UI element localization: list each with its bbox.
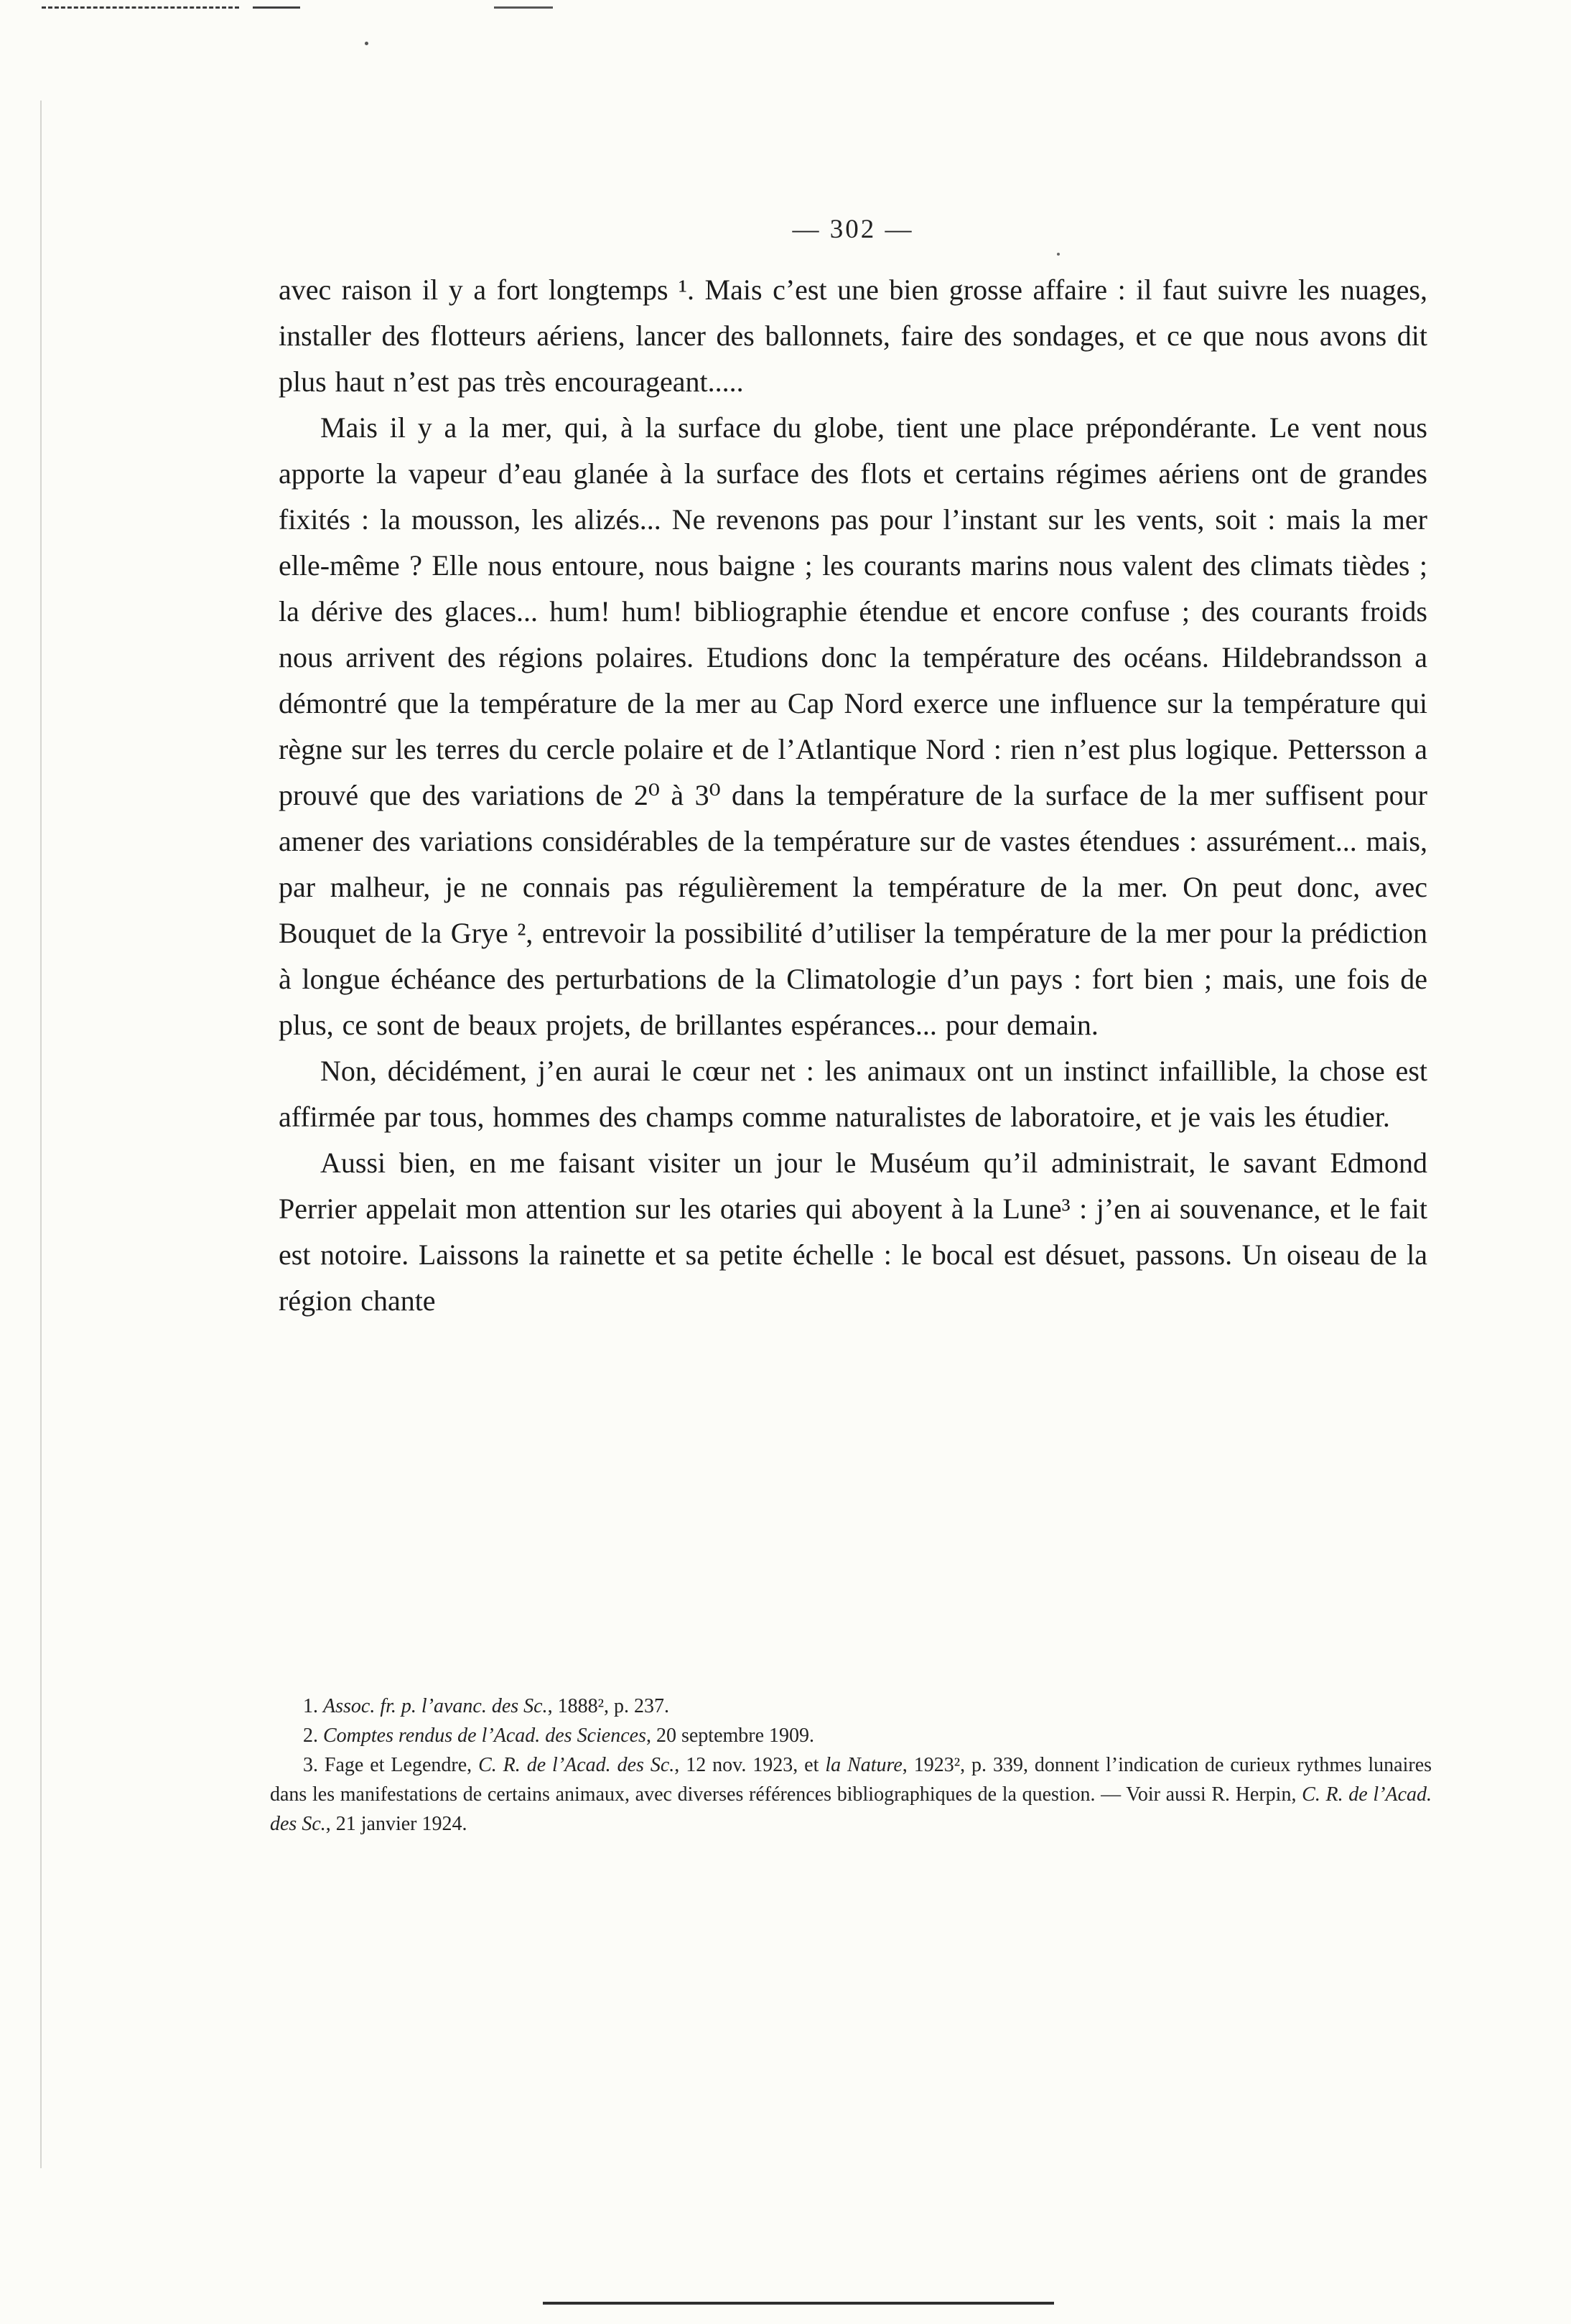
paragraph: Aussi bien, en me faisant visiter un jour le Muséum qu’il administrait, le savant Edmond Perrier appelait mon attention sur les otaries qui aboyent à la Lune³ : j’en ai souvenance, et le fait est notoire. Laissons la rainette et sa petite échelle : le bocal est désuet, passons. Un oiseau de la région chante xyxy=(279,1147,1427,1317)
footnote-text: , 1923², p. 339, donnent l’indication de curieux rythmes lunaires dans les manifestations de certains animaux, avec diverses références bibliographiques de la question. — Voir aussi R. Herpin, xyxy=(270,1754,1432,1806)
footnote-text: , 1888², p. 237. xyxy=(547,1695,670,1717)
scan-artifact-top-dash-line xyxy=(42,6,239,9)
paragraph: avec raison il y a fort longtemps ¹. Mais c’est une bien grosse affaire : il faut suivre les nuages, installer des flotteurs aériens, lancer des ballonnets, faire des sondages, et ce que nous avons dit plus haut n’est pas très encourageant..... xyxy=(279,274,1427,398)
footnotes xyxy=(270,1691,1432,1839)
footnote-text: 1. xyxy=(303,1695,323,1717)
scan-artifact-speck xyxy=(365,42,368,45)
footnote-citation-italic: la Nature xyxy=(825,1754,903,1776)
footnote-citation-italic: C. R. de l’Acad. des Sc. xyxy=(478,1754,675,1776)
footnote xyxy=(270,1721,1432,1750)
footnote-text: , 20 septembre 1909. xyxy=(645,1725,815,1747)
scan-artifact-bottom-line xyxy=(543,2302,1054,2305)
paragraph: Non, décidément, j’en aurai le cœur net : les animaux ont un instinct infaillible, la chose est affirmée par tous, hommes des champs comme naturalistes de laboratoire, et je vais les étudier. xyxy=(279,1055,1427,1133)
footnote-text: 2. xyxy=(303,1725,323,1747)
footnote-text: , 21 janvier 1924. xyxy=(325,1813,467,1835)
footnote xyxy=(270,1750,1432,1839)
body-text xyxy=(279,267,1427,1324)
scan-artifact-left-edge-line xyxy=(40,101,42,2168)
scan-artifact-speck-2 xyxy=(1057,253,1060,256)
footnote xyxy=(270,1691,1432,1721)
footnote-text: 3. Fage et Legendre, xyxy=(303,1754,479,1776)
footnote-citation-italic: Assoc. fr. p. l’avanc. des Sc. xyxy=(323,1695,548,1717)
footnote-citation-italic: C. R. de l’Acad. des Sc. xyxy=(270,1783,1432,1835)
scan-artifact-top-line-segment-2 xyxy=(494,6,553,9)
paragraph: Mais il y a la mer, qui, à la surface du globe, tient une place prépondérante. Le vent nous apporte la vapeur d’eau glanée à la surface des flots et certains régimes aériens ont de grandes fixités : la mousson, les alizés... Ne revenons pas pour l’instant sur les vents, soit : mais la mer elle-même ? Elle nous entoure, nous baigne ; les courants marins nous valent des climats tièdes ; la dérive des glaces... hum! hum! bibliographie étendue et encore confuse ; des courants froids nous arrivent des régions polaires. Etudions donc la température des océans. Hildebrandsson a démontré que la température de la mer au Cap Nord exerce une influence sur la température qui règne sur les terres du cercle polaire et de l’Atlantique Nord : rien n’est plus logique. Pettersson a prouvé que des variations de 2⁰ à 3⁰ dans la température de la surface de la mer suffisent pour amener des variations considérables de la température sur de vastes étendues : assurément... mais, par malheur, je ne connais pas régulièrement la température de la mer. On peut donc, avec Bouquet de la Grye ², entrevoir la possibilité d’utiliser la température de la mer pour la prédiction à longue échéance des perturbations de la Climatologie d’un pays : fort bien ; mais, une fois de plus, ce sont de beaux projets, de brillantes espérances... pour demain. xyxy=(279,411,1427,1041)
footnote-citation-italic: Comptes rendus de l’Acad. des Sciences xyxy=(323,1725,646,1747)
scan-artifact-top-line-segment xyxy=(253,6,300,9)
page-number: — 302 — xyxy=(792,215,914,244)
footnote-text: , 12 nov. 1923, et xyxy=(674,1754,826,1776)
